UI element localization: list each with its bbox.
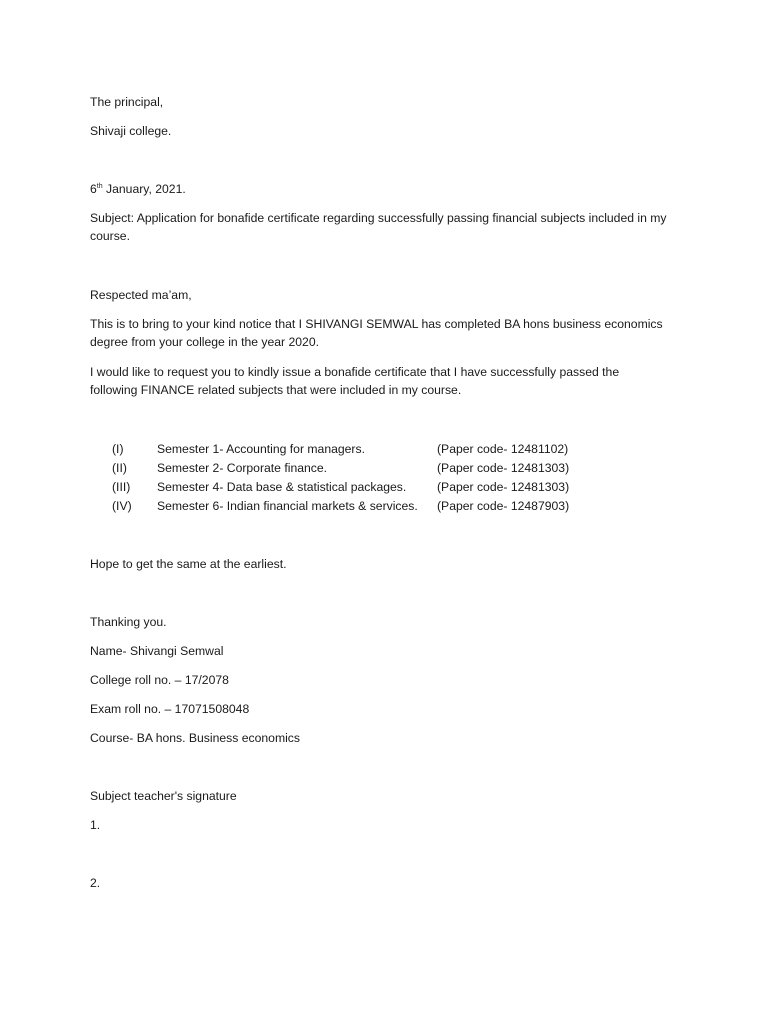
signature-line-2: 2. [90, 876, 101, 890]
subject-semester: Semester 2- Corporate finance. [157, 461, 328, 475]
paragraph-1: This is to bring to your kind notice that I SHIVANGI SEMWAL has completed BA hons business economics degree from your college in the year 2020. [90, 317, 663, 349]
subject-semester: Semester 1- Accounting for managers. [157, 442, 365, 456]
exam-roll: Exam roll no. – 17071508048 [90, 702, 250, 716]
subject-number: (II) [112, 461, 127, 475]
salutation: Respected ma’am, [90, 288, 192, 302]
signature-line-1: 1. [90, 818, 101, 832]
subject-list-item [112, 459, 712, 477]
subject-paper-code: (Paper code- 12481102) [437, 442, 569, 456]
paragraph-2: I would like to request you to kindly issue a bonafide certificate that I have successfully passed the following FINANCE related subjects that were included in my course. [90, 365, 620, 397]
date-suffix: th [96, 183, 103, 190]
letter-date [90, 180, 680, 198]
recipient-line-2: Shivaji college. [90, 124, 172, 138]
date-day: 6 [90, 182, 97, 196]
subject-paper-code: (Paper code- 12487903) [437, 499, 570, 513]
course: Course- BA hons. Business economics [90, 731, 300, 745]
subject-semester: Semester 6- Indian financial markets & services. [157, 499, 418, 513]
subject-semester: Semester 4- Data base & statistical packages. [157, 480, 407, 494]
subject-number: (I) [112, 442, 124, 456]
subject-paper-code: (Paper code- 12481303) [437, 461, 570, 475]
subject-list-item [112, 497, 712, 515]
recipient-line-1: The principal, [90, 95, 164, 109]
thanking: Thanking you. [90, 615, 167, 629]
subject-paper-code: (Paper code- 12481303) [437, 480, 570, 494]
subject-number: (IV) [112, 499, 132, 513]
closing-hope: Hope to get the same at the earliest. [90, 557, 287, 571]
subject-number: (III) [112, 480, 131, 494]
subject-line: Subject: Application for bonafide certificate regarding successfully passing financial subjects included in my course. [90, 211, 667, 243]
subject-list-item [112, 440, 712, 458]
signature-heading: Subject teacher's signature [90, 789, 237, 803]
subject-list-item [112, 478, 712, 496]
sender-name: Name- Shivangi Semwal [90, 644, 224, 658]
college-roll: College roll no. – 17/2078 [90, 673, 229, 687]
date-rest: January, 2021. [102, 182, 186, 196]
